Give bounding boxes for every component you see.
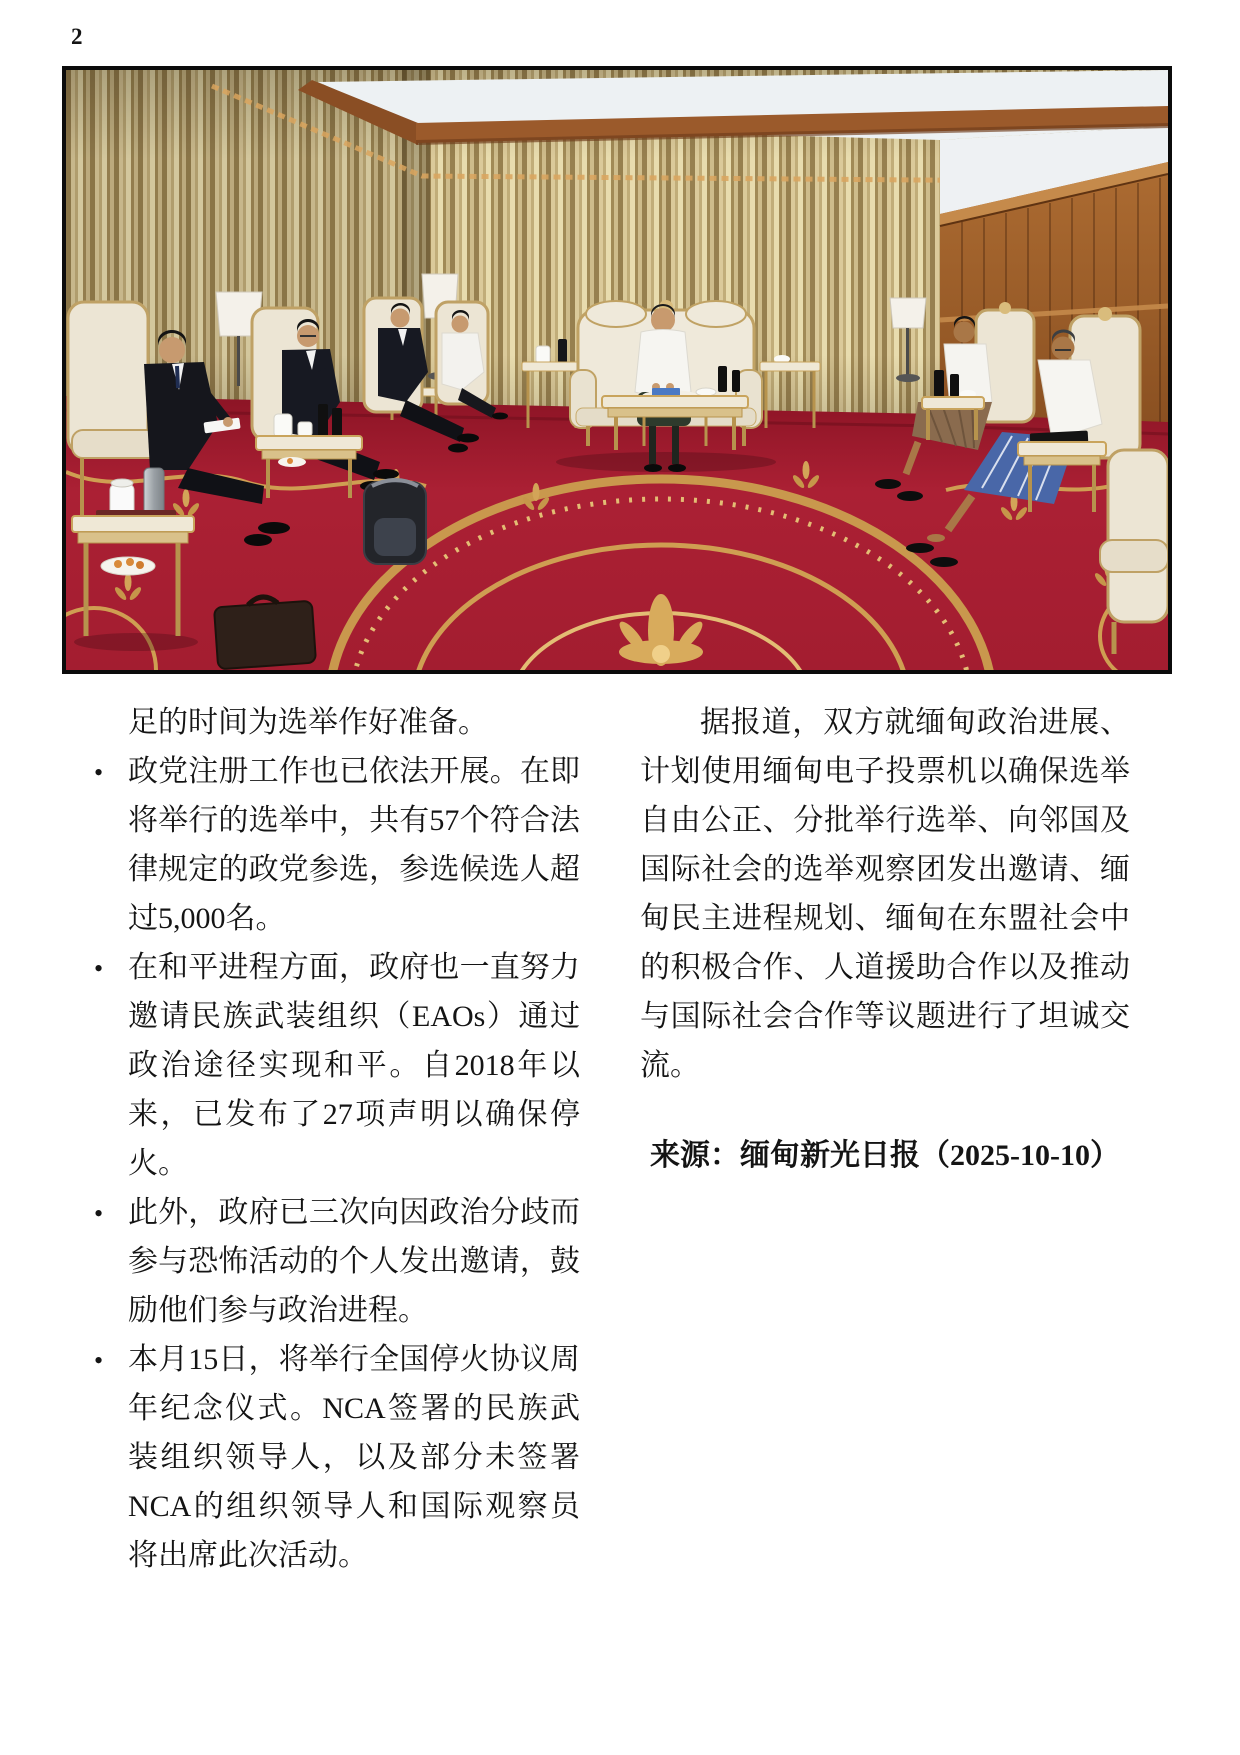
bullet-text: 在和平进程方面，政府也一直努力邀请民族武装组织（EAOs）通过政治途径实现和平。自2018年以来，已发布了27项声明以确保停火。 [128, 951, 580, 1180]
bullet-marker: • [94, 1199, 104, 1228]
source-line: 来源：缅甸新光日报（2025-10-10） [650, 1139, 1120, 1172]
report-paragraph: 据报道，双方就缅甸政治进展、计划使用缅甸电子投票机以确保选举自由公正、分批举行选举、向邻国及国际社会的选举观察团发出邀请、缅甸民主进程规划、缅甸在东盟社会中的积极合作、人道援助合作以及推动与国际社会合作等议题进行了坦诚交流。 [640, 706, 1130, 1082]
bullet-item [90, 1188, 580, 1335]
bullet-text: 政党注册工作也已依法开展。在即将举行的选举中，共有57个符合法律规定的政党参选，参选候选人超过5,000名。 [128, 755, 580, 935]
briefcase [214, 596, 316, 669]
page-number: 2 [71, 24, 83, 49]
right-column [640, 698, 1130, 1180]
left-column [90, 698, 580, 1580]
continuation-line: 足的时间为选举作好准备。 [128, 706, 488, 739]
bullet-marker: • [94, 758, 104, 787]
bullet-list [90, 747, 580, 1580]
bullet-item [90, 943, 580, 1188]
bullet-text: 此外，政府已三次向因政治分歧而参与恐怖活动的个人发出邀请，鼓励他们参与政治进程。 [128, 1196, 580, 1327]
bullet-item [90, 1335, 580, 1580]
backpack [364, 480, 426, 564]
bullet-item [90, 747, 580, 943]
bullet-marker: • [94, 954, 104, 983]
meeting-photo [62, 66, 1172, 674]
bullet-marker: • [94, 1346, 104, 1375]
meeting-photo-illustration [66, 70, 1168, 670]
bullet-text: 本月15日，将举行全国停火协议周年纪念仪式。NCA签署的民族武装组织领导人，以及部分未签署NCA的组织领导人和国际观察员将出席此次活动。 [128, 1343, 580, 1572]
